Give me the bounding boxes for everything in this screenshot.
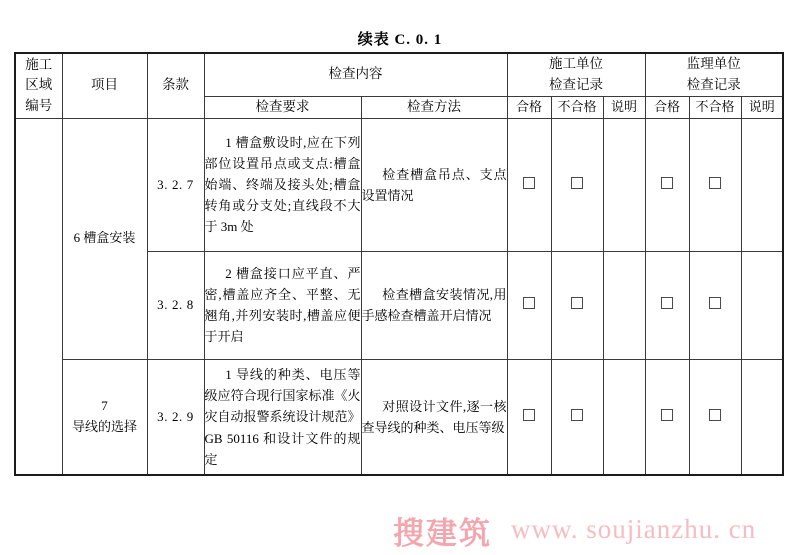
cell-construction-pass[interactable] <box>507 118 551 251</box>
cell-supervision-fail[interactable] <box>689 251 741 359</box>
cell-requirement: 1 导线的种类、电压等级应符合现行国家标准《火灾自动报警系统设计规范》GB 50116 和设计文件的规定 <box>204 359 361 475</box>
cell-method: 检查槽盒吊点、支点设置情况 <box>361 118 507 251</box>
cell-requirement: 2 槽盒接口应平直、严密,槽盖应齐全、平整、无翘角,并列安装时,槽盖应便于开启 <box>204 251 361 359</box>
header-construction-unit-record: 施工单位 检查记录 <box>507 53 645 96</box>
cell-construction-pass[interactable] <box>507 251 551 359</box>
watermark <box>393 508 793 552</box>
header-project: 项目 <box>62 53 147 118</box>
table-row <box>15 118 783 251</box>
page-title: 续表 C. 0. 1 <box>357 32 443 48</box>
header-area-number: 施工 区域 编号 <box>15 53 62 118</box>
inspection-table <box>14 52 784 476</box>
checkbox-icon[interactable] <box>571 177 583 189</box>
checkbox-icon[interactable] <box>571 409 583 421</box>
table-header-row-top <box>15 53 783 96</box>
checkbox-icon[interactable] <box>709 409 721 421</box>
header-supervision-note: 说明 <box>741 96 783 118</box>
header-construction-note: 说明 <box>603 96 645 118</box>
cell-construction-note[interactable] <box>603 251 645 359</box>
checkbox-icon[interactable] <box>709 177 721 189</box>
header-construction-pass: 合格 <box>507 96 551 118</box>
cell-supervision-pass[interactable] <box>645 251 689 359</box>
cell-supervision-note[interactable] <box>741 359 783 475</box>
table-row <box>15 359 783 475</box>
header-supervision-fail: 不合格 <box>689 96 741 118</box>
checkbox-icon[interactable] <box>571 297 583 309</box>
checkbox-icon[interactable] <box>523 409 535 421</box>
cell-supervision-pass[interactable] <box>645 118 689 251</box>
checkbox-icon[interactable] <box>661 177 673 189</box>
checkbox-icon[interactable] <box>709 297 721 309</box>
cell-supervision-note[interactable] <box>741 118 783 251</box>
cell-construction-note[interactable] <box>603 359 645 475</box>
cell-clause: 3. 2. 8 <box>147 251 204 359</box>
checkbox-icon[interactable] <box>661 409 673 421</box>
checkbox-icon[interactable] <box>661 297 673 309</box>
cell-construction-fail[interactable] <box>551 118 603 251</box>
header-inspection-method: 检查方法 <box>361 96 507 118</box>
cell-project-7: 7 导线的选择 <box>62 359 147 475</box>
cell-clause: 3. 2. 9 <box>147 359 204 475</box>
cell-construction-fail[interactable] <box>551 251 603 359</box>
checkbox-icon[interactable] <box>523 177 535 189</box>
header-supervision-pass: 合格 <box>645 96 689 118</box>
header-inspection-content: 检查内容 <box>204 53 507 96</box>
cell-area-number[interactable] <box>15 118 62 475</box>
checkbox-icon[interactable] <box>523 297 535 309</box>
cell-supervision-pass[interactable] <box>645 359 689 475</box>
cell-construction-fail[interactable] <box>551 359 603 475</box>
watermark-url: www. soujianzhu. cn <box>511 514 757 544</box>
cell-supervision-note[interactable] <box>741 251 783 359</box>
cell-construction-pass[interactable] <box>507 359 551 475</box>
cell-method: 检查槽盒安装情况,用手感检查槽盖开启情况 <box>361 251 507 359</box>
header-supervision-unit-record: 监理单位 检查记录 <box>645 53 783 96</box>
cell-construction-note[interactable] <box>603 118 645 251</box>
header-inspection-requirement: 检查要求 <box>204 96 361 118</box>
cell-clause: 3. 2. 7 <box>147 118 204 251</box>
cell-method: 对照设计文件,逐一核查导线的种类、电压等级 <box>361 359 507 475</box>
cell-supervision-fail[interactable] <box>689 118 741 251</box>
cell-requirement: 1 槽盒敷设时,应在下列部位设置吊点或支点:槽盒始端、终端及接头处;槽盒转角或分支处;直线段不大于 3m 处 <box>204 118 361 251</box>
cell-project-6: 6 槽盒安装 <box>62 118 147 359</box>
watermark-brand: 搜建筑 <box>393 516 492 551</box>
inspection-table-container <box>14 52 782 476</box>
cell-supervision-fail[interactable] <box>689 359 741 475</box>
header-construction-fail: 不合格 <box>551 96 603 118</box>
header-clause: 条款 <box>147 53 204 118</box>
